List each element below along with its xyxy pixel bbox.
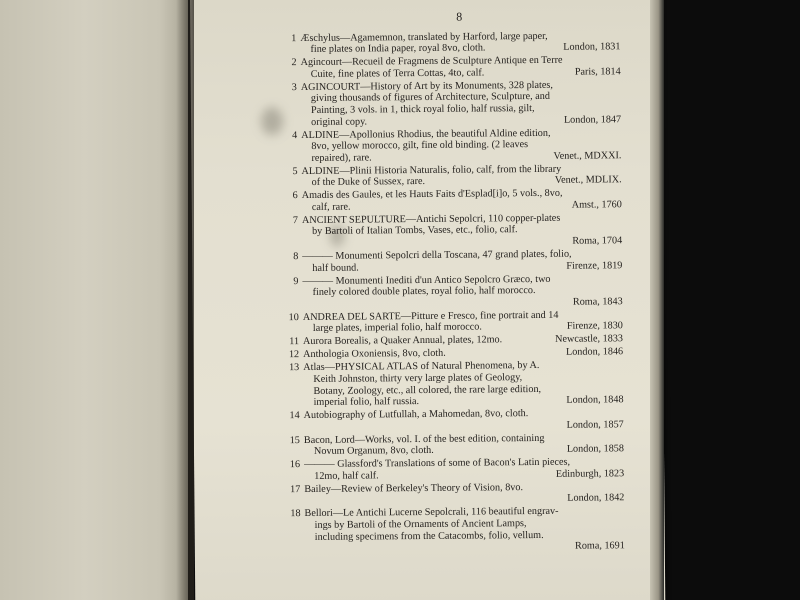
entry-imprint: London, 1842 <box>567 492 625 505</box>
book-gutter <box>176 0 194 600</box>
entry-text: of the Duke of Sussex, rare. <box>311 176 426 189</box>
catalog-entry <box>281 163 621 189</box>
entry-text: 12mo, half calf. <box>314 470 379 482</box>
entry-imprint: Edinburgh, 1823 <box>555 468 625 480</box>
entry-line <box>281 114 621 129</box>
entry-number: 15 <box>289 434 300 446</box>
catalog-entry <box>284 506 624 555</box>
entry-number: 18 <box>290 508 301 520</box>
page-stain <box>261 107 283 135</box>
entry-number: 3 <box>291 81 297 93</box>
entry-text: Botany, Zoology, etc., all colored, the rare large edition, <box>313 383 542 397</box>
entry-imprint: Roma, 1691 <box>574 540 625 552</box>
entry-text: fine plates on India paper, royal 8vo, cloth. <box>310 42 486 56</box>
entry-imprint: London, 1846 <box>565 346 624 359</box>
catalog-entry <box>284 456 624 482</box>
entry-text: Bellori—Le Antichi Lucerne Sepolcrali, 116 beautiful engrav- <box>304 506 559 520</box>
entry-text: Agincourt—Recueil de Fragmens de Sculpture Antique en Terre <box>300 54 563 69</box>
catalog-entry <box>281 127 621 165</box>
entry-text: Cuite, fine plates of Terra Cottas, 4to, calf. <box>310 67 485 80</box>
entry-line <box>283 321 623 336</box>
entry-text: Amadis des Gaules, et les Hauts Faits d'Esplad[i]o, 5 vols., 8vo, <box>301 188 563 202</box>
entry-imprint: Paris, 1814 <box>574 66 621 78</box>
entry-text: by Bartoli of Italian Tombs, Vases, etc., folio, calf. <box>312 224 518 238</box>
entry-text: Painting, 3 vols. in 1, thick royal folio, half russia, gilt, <box>310 102 535 116</box>
entry-text: large plates, imperial folio, half morocco. <box>312 321 482 335</box>
catalog-entry <box>284 481 624 507</box>
catalog-entry <box>283 360 623 409</box>
entry-text: ANDREA DEL SARTE—Pitture e Fresco, fine portrait and 14 <box>302 309 559 323</box>
entry-number: 16 <box>289 459 301 471</box>
entry-imprint: London, 1857 <box>566 418 624 431</box>
entry-text: ALDINE—Plinii Historia Naturalis, folio, calf, from the library <box>301 163 562 177</box>
catalog-entry <box>283 309 623 335</box>
entry-text: calf, rare. <box>311 201 351 213</box>
entry-line <box>281 150 621 165</box>
entry-imprint: London, 1848 <box>566 394 624 406</box>
entry-number: 5 <box>292 165 298 177</box>
entry-text: ANCIENT SEPULTURE—Antichi Sepolcri, 110 copper-plates <box>301 212 561 226</box>
entry-number: 1 <box>291 32 297 44</box>
entry-text: Bacon, Lord—Works, vol. I. of the best edition, containing <box>303 432 545 446</box>
entry-imprint: Amst., 1760 <box>571 199 622 211</box>
entry-line <box>282 175 622 190</box>
entry-number: 12 <box>288 349 300 361</box>
entry-text: finely colored double plates, royal folio, half morocco. <box>312 285 536 299</box>
entry-line <box>283 334 623 349</box>
entry-imprint: Roma, 1704 <box>572 235 623 247</box>
catalog-text <box>280 10 625 556</box>
entry-text: including specimens from the Catacombs, folio, vellum. <box>314 529 544 543</box>
catalog-entry <box>283 347 623 362</box>
entry-line <box>282 199 622 214</box>
catalog-entry <box>282 212 622 250</box>
entry-number: 7 <box>292 214 299 226</box>
catalog-entry <box>281 79 621 128</box>
entry-text: imperial folio, half russia. <box>313 396 420 409</box>
entry-imprint: Roma, 1843 <box>572 296 623 308</box>
entry-imprint: Firenze, 1830 <box>566 320 623 333</box>
catalog-entry <box>282 248 622 274</box>
catalog-entry <box>282 273 622 311</box>
entry-text: 8vo, yellow morocco, gilt, fine old binding. (2 leaves <box>311 139 529 153</box>
entry-text: Bailey—Review of Berkeley's Theory of Vision, 8vo. <box>304 481 524 495</box>
entry-number: 11 <box>289 336 300 348</box>
right-page <box>190 0 665 600</box>
entry-text: ——— Monumenti Sepolcri della Toscana, 47 grand plates, folio, <box>302 248 572 263</box>
entry-text: AGINCOURT—History of Art by its Monuments, 328 plates, <box>300 79 553 93</box>
left-page <box>0 0 188 600</box>
entry-line <box>284 394 624 409</box>
entry-imprint: London, 1858 <box>566 443 625 455</box>
entry-line <box>280 41 620 56</box>
entry-imprint: Firenze, 1819 <box>566 259 623 272</box>
entry-imprint: Newcastle, 1833 <box>555 333 624 346</box>
entry-number: 2 <box>291 57 297 69</box>
entry-text: giving thousands of figures of Architecture, Sculpture, and <box>310 91 551 105</box>
entry-number: 4 <box>292 129 298 141</box>
entry-imprint: Venet., MDLIX. <box>554 174 622 187</box>
page-number: 8 <box>456 9 463 24</box>
entry-number: 17 <box>290 483 301 495</box>
entry-imprint: London, 1831 <box>563 41 621 53</box>
entry-text: ——— Glassford's Translations of some of Bacon's Latin pieces, <box>304 456 571 471</box>
catalog-entry <box>281 54 621 80</box>
entry-number: 13 <box>289 362 300 374</box>
page-edge <box>650 0 664 600</box>
entry-line <box>284 468 624 483</box>
catalog-entry <box>283 334 623 349</box>
entry-text: ——— Monumenti Inediti d'un Antico Sepolcro Græco, two <box>302 273 551 287</box>
entry-text: Autobiography of Lutfullah, a Mahomedan, 8vo, cloth. <box>303 408 529 422</box>
entry-number: 10 <box>288 311 299 323</box>
entry-text: repaired), rare. <box>311 152 372 164</box>
entry-text: Keith Johnston, thirty very large plates of Geology, <box>313 372 523 385</box>
entry-line <box>282 260 622 275</box>
entry-line <box>283 347 623 362</box>
catalog-entries <box>280 30 625 555</box>
catalog-entry <box>280 30 620 56</box>
entry-number: 14 <box>289 410 300 422</box>
entry-text: ings by Bartoli of the Ornaments of Ancient Lamps, <box>314 518 527 531</box>
catalog-entry <box>282 188 622 214</box>
entry-text: Atlas—PHYSICAL ATLAS of Natural Phenomena, by A. <box>303 360 540 374</box>
entry-number: 9 <box>293 275 299 287</box>
catalog-entry <box>284 432 624 458</box>
entry-line <box>284 443 624 458</box>
entry-text: Anthologia Oxoniensis, 8vo, cloth. <box>303 348 446 361</box>
entry-text: ALDINE—Apollonius Rhodius, the beautiful Aldine edition, <box>301 127 551 141</box>
entry-imprint: Venet., MDXXI. <box>553 149 622 162</box>
entry-text: Aurora Borealis, a Quaker Annual, plates, 12mo. <box>302 334 503 348</box>
entry-number: 8 <box>293 251 299 263</box>
entry-text: Novum Organum, 8vo, cloth. <box>313 445 434 458</box>
entry-text: original copy. <box>311 115 368 128</box>
catalog-entry <box>284 407 624 433</box>
entry-imprint: London, 1847 <box>563 113 622 126</box>
entry-text: Æschylus—Agamemnon, translated by Harford, large paper, <box>300 30 548 44</box>
entry-number: 6 <box>292 190 298 202</box>
entry-text: half bound. <box>312 262 359 274</box>
entry-line <box>281 66 621 81</box>
